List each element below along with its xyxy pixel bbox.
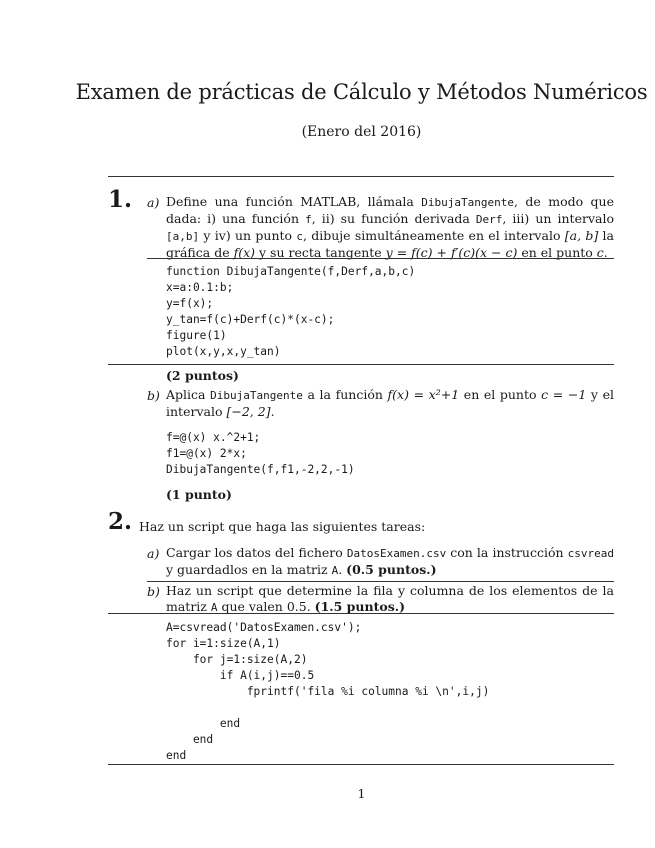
question-2-number: 2. (108, 508, 133, 535)
divider (108, 176, 614, 177)
code-block-csvread: A=csvread('DatosExamen.csv'); for i=1:size(A,1) for j=1:size(A,2) if A(i,j)==0.5 fprintf('fila %i columna %i \n',i,j) end end end (166, 621, 490, 762)
exam-title: Examen de prácticas de Cálculo y Métodos Numéricos (75, 80, 648, 104)
page-number: 1 (357, 786, 366, 801)
question-2b-text: Haz un script que determine la fila y columna de los elementos de la matriz A que valen 0.5. (1.5 puntos.) (166, 583, 614, 614)
code-top-rule-2 (108, 613, 614, 614)
code-bottom-rule (108, 364, 614, 365)
question-2a-text: Cargar los datos del fichero DatosExamen.csv con la instrucción csvread y guardadlos en la matriz A. (0.5 puntos.) (166, 545, 614, 577)
question-1a-points: (2 puntos) (166, 368, 239, 383)
code-bottom-rule-2 (108, 764, 614, 765)
question-1-number: 1. (108, 186, 133, 213)
question-1a-text: Define una función MATLAB, llámala DibujaTangente, de modo que dada: i) una función f, ii) su función derivada Derf, iii) un intervalo [a,b] y iv) un punto c, dibuje simultáneamente en el intervalo [a, b] la gráfica de f(x) y su recta tangente y = f(c) + f′(c)(x − c) en el punto c. (166, 194, 614, 260)
item-divider (147, 581, 614, 582)
question-1b-text: Aplica DibujaTangente a la función f(x) = x²+1 en el punto c = −1 y el intervalo [−2, 2]. (166, 387, 615, 419)
question-1a-label: a) (147, 195, 160, 210)
question-1b-label: b) (147, 388, 160, 403)
question-2-intro: Haz un script que haga las siguientes tareas: (139, 519, 426, 534)
code-top-rule (147, 258, 614, 259)
question-2a-label: a) (147, 546, 160, 561)
code-block-apply: f=@(x) x.^2+1; f1=@(x) 2*x; DibujaTangente(f,f1,-2,2,-1) (166, 431, 355, 476)
question-2b-label: b) (147, 584, 160, 599)
exam-date: (Enero del 2016) (301, 124, 422, 140)
code-block-dibuja-tangente: function DibujaTangente(f,Derf,a,b,c) x=a:0.1:b; y=f(x); y_tan=f(c)+Derf(c)*(x-c); figure(1) plot(x,y,x,y_tan) (166, 265, 416, 358)
question-1b-points: (1 punto) (166, 487, 232, 502)
